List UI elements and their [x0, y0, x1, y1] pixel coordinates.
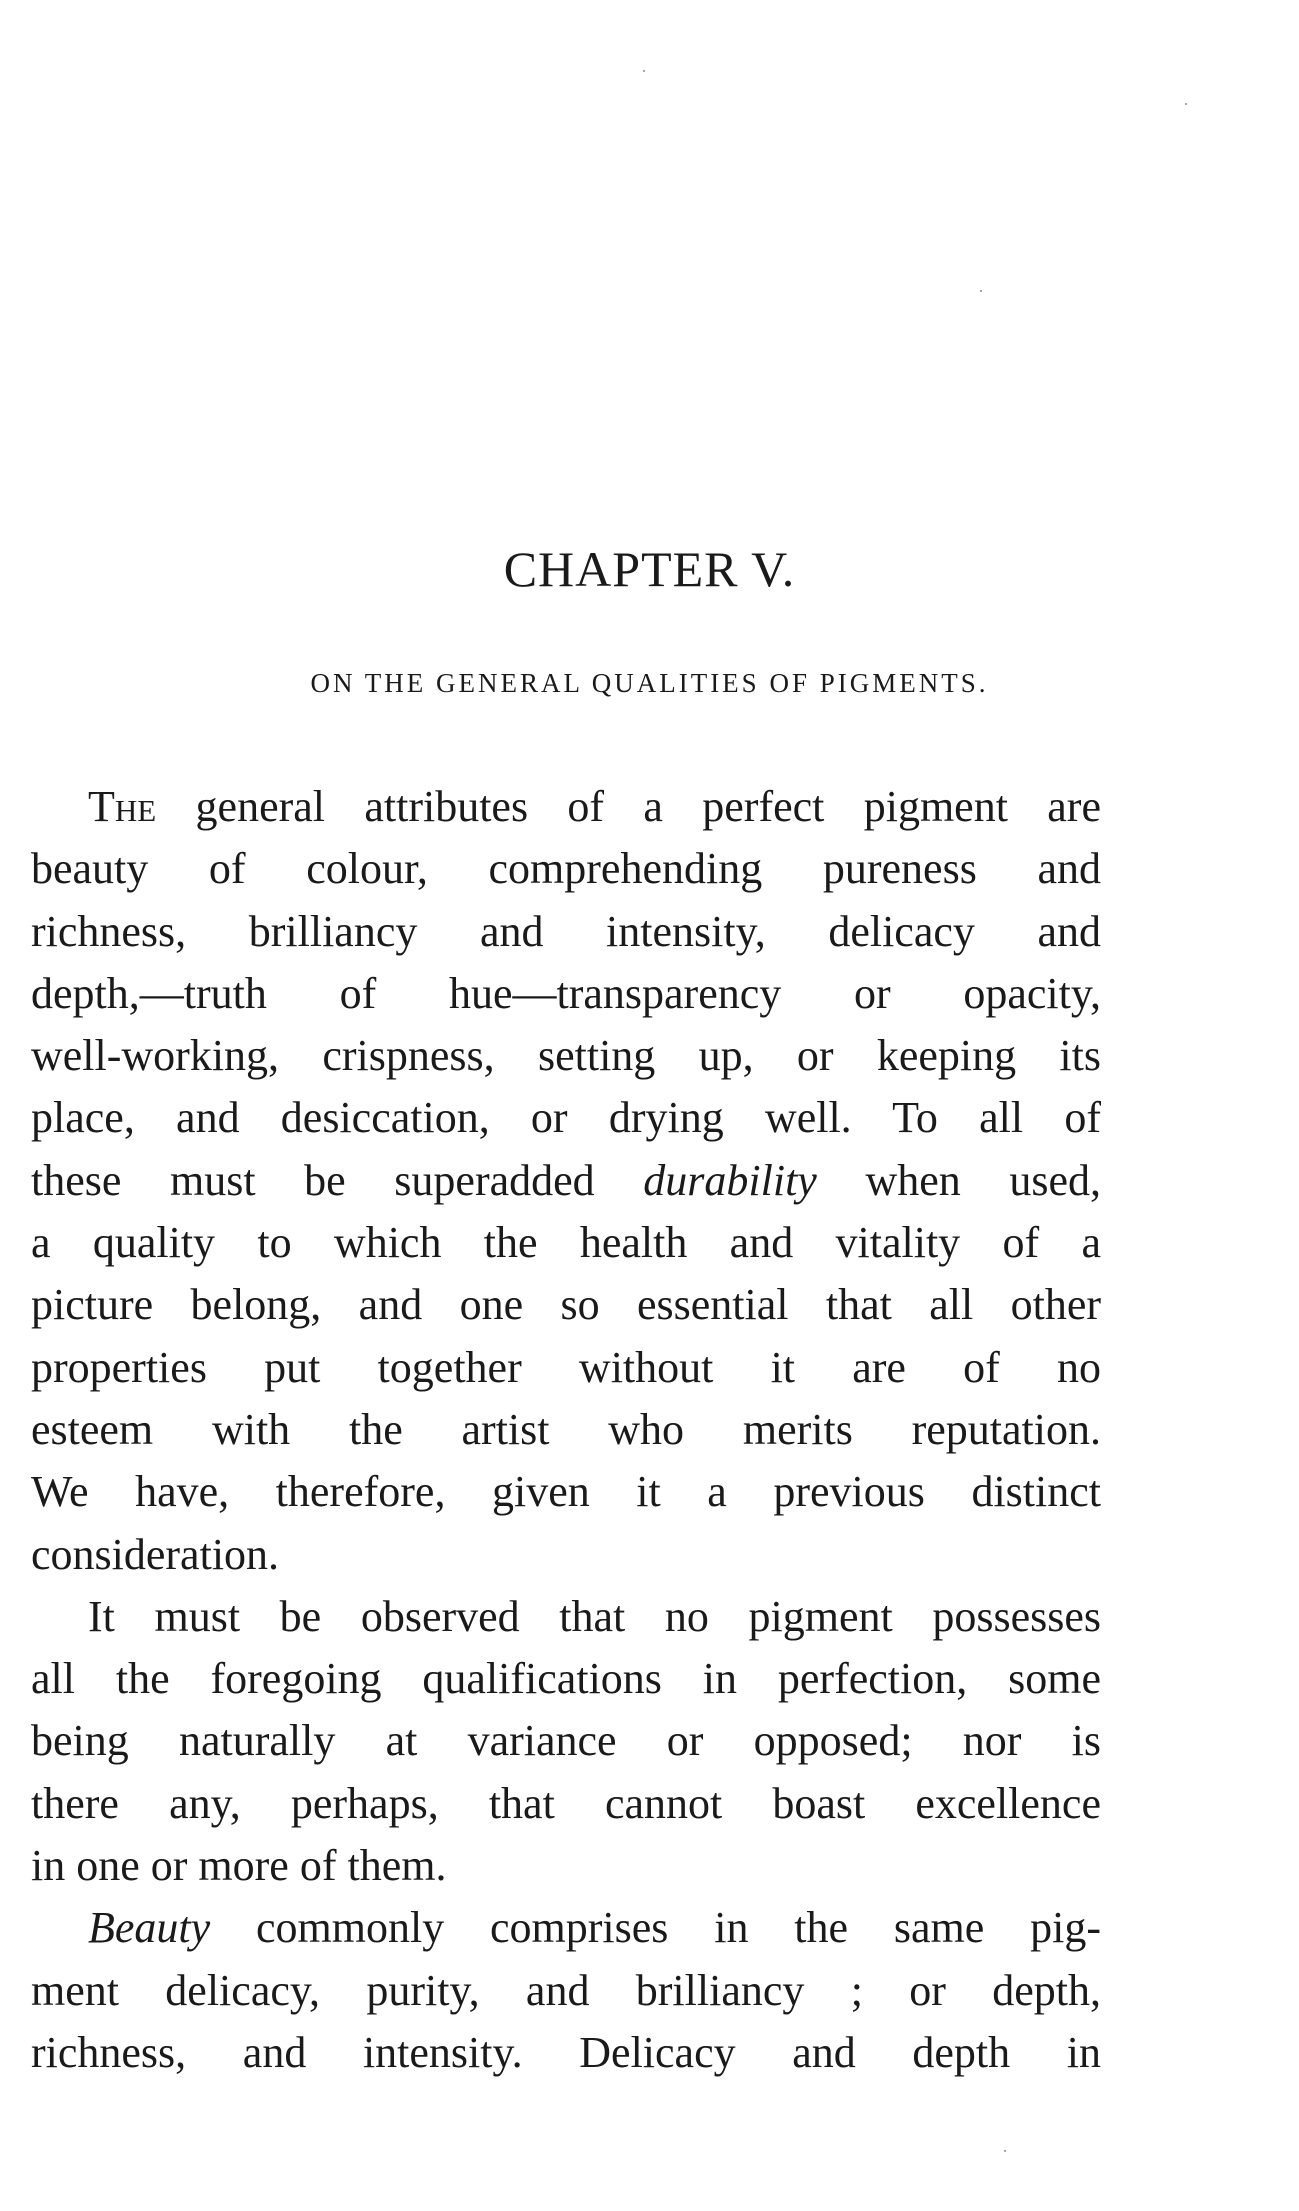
- text-line: [31, 1524, 1101, 1586]
- text-segment: richness, brilliancy and intensity, delicacy and: [31, 906, 1101, 956]
- text-line: [31, 901, 1101, 963]
- text-line: [31, 2022, 1101, 2084]
- text-segment: ment delicacy, purity, and brilliancy ; or depth,: [31, 1965, 1101, 2015]
- text-line: [31, 1274, 1101, 1336]
- text-segment: these must be superadded: [31, 1155, 644, 1205]
- text-segment: depth,—truth of hue—transparency or opacity,: [31, 968, 1101, 1018]
- text-segment: esteem with the artist who merits reputation.: [31, 1404, 1101, 1454]
- text-line: [31, 838, 1101, 900]
- paper-speck: [980, 290, 982, 292]
- small-caps-text: The: [88, 782, 157, 831]
- text-segment: well-working, crispness, setting up, or keeping its: [31, 1031, 1101, 1081]
- text-line: [31, 1835, 1101, 1897]
- text-segment: when used,: [816, 1155, 1101, 1205]
- text-line: [31, 1773, 1101, 1835]
- text-segment: a quality to which the health and vitality of a: [31, 1218, 1101, 1268]
- paper-speck: [643, 70, 645, 72]
- text-line: [31, 1897, 1101, 1959]
- text-line: [31, 963, 1101, 1025]
- text-segment: picture belong, and one so essential that all other: [31, 1280, 1101, 1330]
- text-line: [31, 1586, 1101, 1648]
- text-segment: place, and desiccation, or drying well. To all of: [31, 1093, 1101, 1143]
- text-line: [31, 1212, 1101, 1274]
- italic-text: durability: [643, 1155, 817, 1205]
- body-text: [31, 776, 1101, 2084]
- text-segment: general attributes of a perfect pigment are: [156, 782, 1101, 831]
- text-segment: all the foregoing qualifications in perfection, some: [31, 1654, 1101, 1704]
- text-segment: in one or more of them.: [31, 1841, 447, 1891]
- text-segment: beauty of colour, comprehending pureness and: [31, 844, 1101, 894]
- text-line: [31, 776, 1101, 838]
- chapter-title: CHAPTER V.: [503, 541, 796, 597]
- text-line: [31, 1648, 1101, 1710]
- paper-speck: [1185, 103, 1187, 105]
- text-line: [31, 1150, 1101, 1212]
- chapter-subtitle: ON THE GENERAL QUALITIES OF PIGMENTS.: [310, 668, 989, 698]
- text-segment: being naturally at variance or opposed; nor is: [31, 1716, 1101, 1766]
- text-line: [31, 1025, 1101, 1087]
- text-segment: commonly comprises in the same pig-: [210, 1903, 1101, 1953]
- text-segment: We have, therefore, given it a previous distinct: [31, 1467, 1101, 1517]
- text-line: [31, 1461, 1101, 1523]
- paper-speck: [1004, 2150, 1006, 2152]
- text-segment: properties put together without it are of no: [31, 1342, 1101, 1392]
- text-line: [31, 1710, 1101, 1772]
- text-segment: there any, perhaps, that cannot boast excellence: [31, 1778, 1101, 1828]
- text-segment: richness, and intensity. Delicacy and depth in: [31, 2027, 1101, 2077]
- italic-text: Beauty: [88, 1903, 211, 1953]
- text-line: [31, 1399, 1101, 1461]
- text-segment: It must be observed that no pigment possesses: [88, 1591, 1101, 1641]
- text-segment: consideration.: [31, 1529, 280, 1579]
- text-line: [31, 1960, 1101, 2022]
- text-line: [31, 1337, 1101, 1399]
- text-line: [31, 1087, 1101, 1149]
